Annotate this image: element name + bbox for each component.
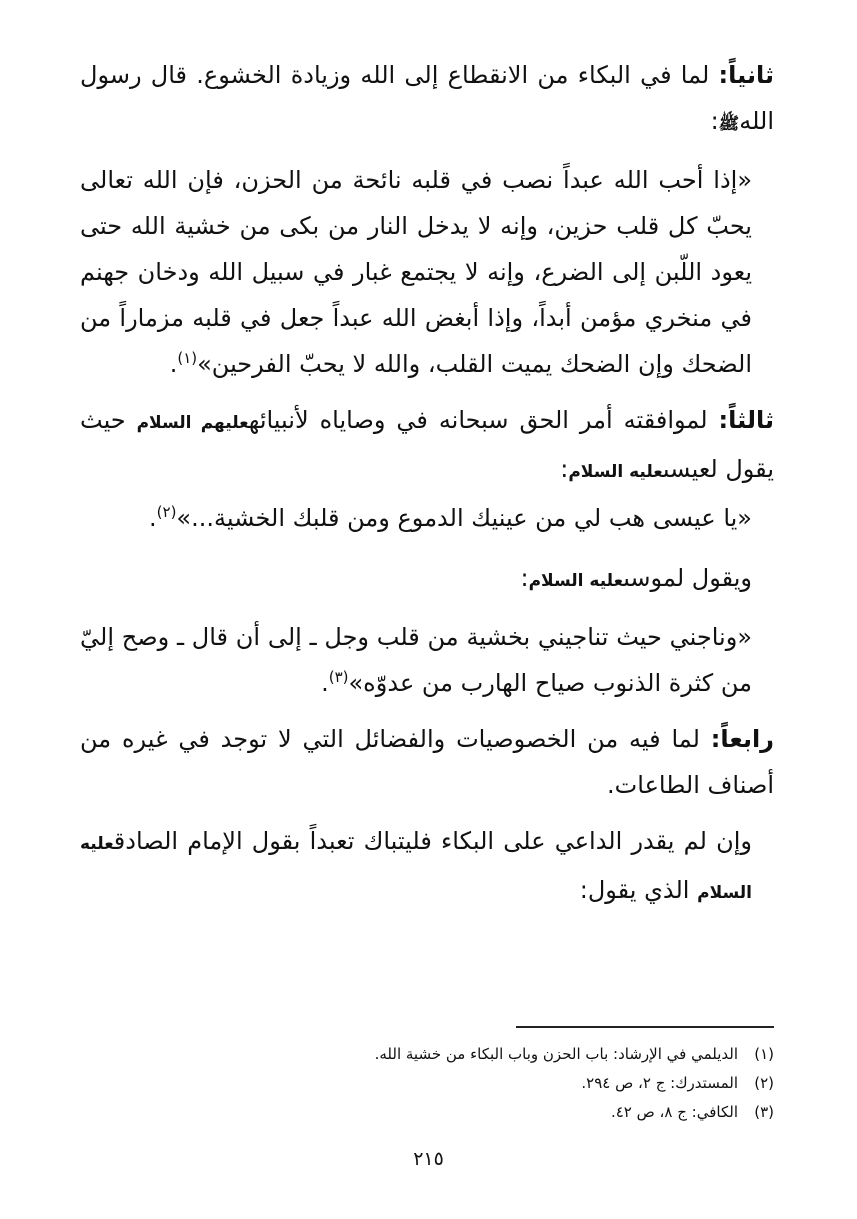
page-number: ٢١٥: [413, 1148, 444, 1170]
honorific-glyph: عليه السلام: [568, 462, 663, 482]
paragraph-label: ثانياً:: [718, 61, 774, 89]
footnote-text: المستدرك: ج ٢، ص ٢٩٤.: [581, 1074, 738, 1092]
honorific-glyph: ﷺ: [718, 114, 740, 134]
quote-end: .: [169, 350, 178, 378]
footnote-item: [80, 1098, 774, 1127]
footnote-item: [80, 1040, 774, 1069]
paragraph-text-end: :: [710, 107, 719, 135]
quote-end: .: [149, 504, 157, 532]
page-body: [80, 52, 774, 916]
paragraph-text: لما فيه من الخصوصيات والفضائل التي لا توجد في غيره من أصناف الطاعات.: [80, 725, 774, 799]
footnotes: [80, 1040, 774, 1127]
honorific-glyph: عليهم السلام: [136, 413, 249, 433]
footnote-ref[interactable]: (٣): [328, 668, 349, 686]
paragraph-moses: [80, 555, 774, 604]
hadith-quote-2: [80, 495, 774, 541]
footnote-ref[interactable]: (١): [177, 349, 198, 367]
footnote-number: (٣): [754, 1103, 774, 1121]
paragraph-text-end: :: [520, 564, 529, 592]
paragraph-label: رابعاً:: [710, 725, 774, 753]
paragraph-text: ويقول لموسى: [623, 564, 752, 592]
hadith-quote-1: [80, 157, 774, 387]
quote-text: «وناجني حيث تناجيني بخشية من قلب وجل ـ إلى أن قال ـ وصح إليّ من كثرة الذنوب صياح الهارب من عدوّه»: [80, 623, 752, 697]
paragraph-third: [80, 397, 774, 495]
paragraph-text-end: :: [560, 455, 569, 483]
paragraph-text: لموافقته أمر الحق سبحانه في وصاياه لأنبيائه: [248, 406, 719, 434]
honorific-glyph: عليه السلام: [528, 571, 624, 591]
paragraph-text: لما في البكاء من الانقطاع إلى الله وزيادة الخشوع. قال رسول الله: [80, 61, 774, 135]
quote-text: «إذا أحب الله عبداً نصب في قلبه نائحة من الحزن، فإن الله تعالى يحبّ كل قلب حزين، وإنه لا يدخل النار من بكى من خشية الله حتى يعود اللّبن إلى الضرع، وإنه لا يجتمع غبار في سبيل الله ودخان جهنم في منخري مؤمن أبداً، وإذا أبغض الله عبداً جعل في قلبه مزماراً من الضحك وإن الضحك يميت القلب، والله لا يحبّ الفرحين»: [80, 166, 752, 378]
quote-end: .: [321, 669, 329, 697]
paragraph-fourth: [80, 716, 774, 808]
honorific-glyph: عليه السلام: [80, 834, 752, 903]
footnote-item: [80, 1069, 774, 1098]
footnote-number: (١): [754, 1045, 774, 1063]
paragraph-text-end: الذي يقول:: [579, 876, 698, 904]
footnote-number: (٢): [754, 1074, 774, 1092]
hadith-quote-3: [80, 614, 774, 706]
footnote-text: الكافي: ج ٨، ص ٤٢.: [610, 1103, 738, 1121]
quote-text: «يا عيسى هب لي من عينيك الدموع ومن قلبك الخشية...»: [176, 504, 752, 532]
paragraph-second: [80, 52, 774, 147]
paragraph-imam: [80, 818, 774, 916]
footnote-ref[interactable]: (٢): [156, 503, 177, 521]
paragraph-label: ثالثاً:: [718, 406, 774, 434]
paragraph-text: حيث يقول لعيسى: [80, 406, 774, 483]
paragraph-text: وإن لم يقدر الداعي على البكاء فليتباك تعبداً بقول الإمام الصادق: [113, 827, 752, 855]
footnote-divider: [516, 1026, 774, 1028]
footnote-text: الديلمي في الإرشاد: باب الحزن وباب البكاء من خشية الله.: [374, 1045, 738, 1063]
